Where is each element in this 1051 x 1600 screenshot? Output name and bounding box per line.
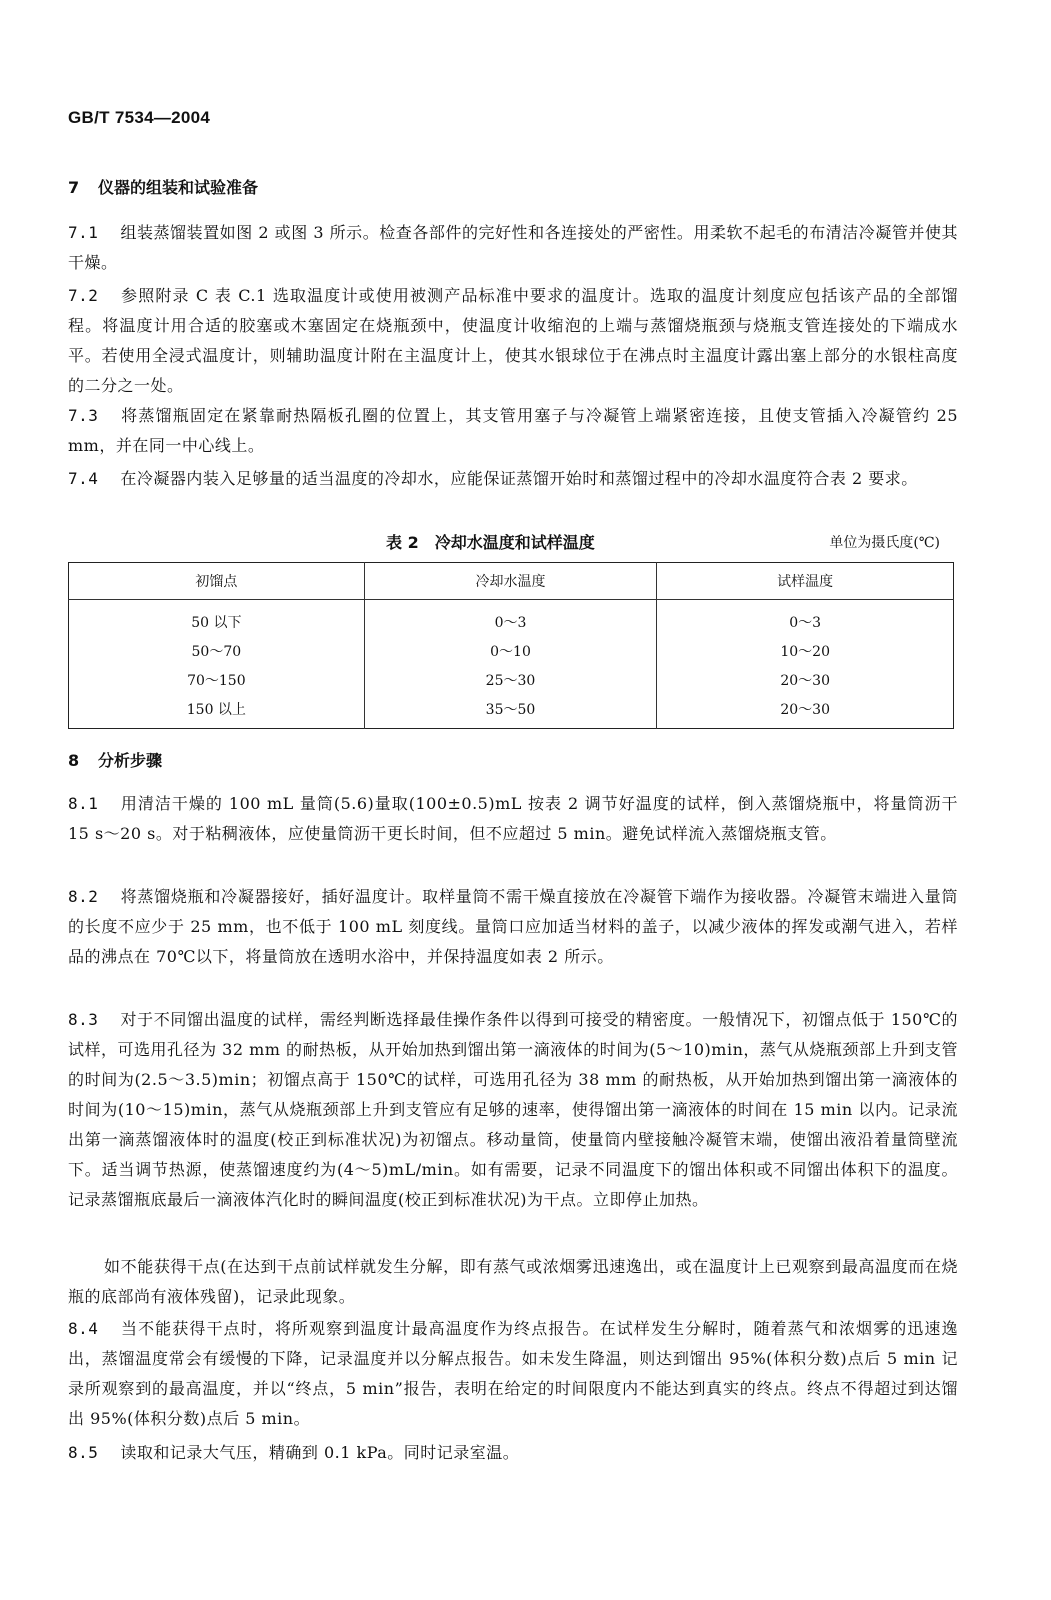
section-7-heading xyxy=(68,175,258,198)
clause-number: 8.5 xyxy=(68,1443,99,1462)
clause-7-3 xyxy=(68,401,958,461)
section-number: 7 xyxy=(68,178,80,197)
clause-8-3 xyxy=(68,1005,958,1215)
clause-8-1 xyxy=(68,789,958,849)
table-cell: 35～50 xyxy=(364,694,657,729)
clause-number: 8.4 xyxy=(68,1319,99,1338)
table-cell: 0～10 xyxy=(364,636,657,665)
table-cell: 20～30 xyxy=(657,665,954,694)
table-cell: 50 以下 xyxy=(191,614,242,631)
table-row xyxy=(69,694,954,729)
clause-text: 读取和记录大气压，精确到 0.1 kPa。同时记录室温。 xyxy=(120,1443,520,1462)
clause-8-2 xyxy=(68,882,958,972)
clause-7-4 xyxy=(68,464,958,494)
section-title: 分析步骤 xyxy=(98,751,163,770)
table-row xyxy=(69,600,954,637)
table-cell: 150 以上 xyxy=(186,701,246,718)
clause-number: 8.1 xyxy=(68,794,99,813)
table-cell: 20～30 xyxy=(657,694,954,729)
clause-text: 在冷凝器内装入足够量的适当温度的冷却水，应能保证蒸馏开始时和蒸馏过程中的冷却水温度符合表 2 要求。 xyxy=(120,469,918,488)
table-cell: 10～20 xyxy=(657,636,954,665)
table-header-cell: 冷却水温度 xyxy=(364,563,657,600)
section-number: 8 xyxy=(68,751,80,770)
section-8-heading xyxy=(68,748,162,771)
clause-8-3-note xyxy=(68,1252,958,1312)
clause-text: 将蒸馏烧瓶和冷凝器接好，插好温度计。取样量筒不需干燥直接放在冷凝管下端作为接收器。冷凝管末端进入量筒的长度不应少于 25 mm，也不低于 100 mL 刻度线。量筒口应加适当材料的盖子，以减少液体的挥发或潮气进入，若样品的沸点在 70℃以下，将量筒放在透明水浴中，并保持温度如表 2 所示。 xyxy=(68,887,958,966)
table-header-cell: 试样温度 xyxy=(657,563,954,600)
clause-number: 7.3 xyxy=(68,406,99,425)
clause-text: 对于不同馏出温度的试样，需经判断选择最佳操作条件以得到可接受的精密度。一般情况下，初馏点低于 150℃的试样，可选用孔径为 32 mm 的耐热板，从开始加热到馏出第一滴液体的时间为(5～10)min，蒸气从烧瓶颈部上升到支管的时间为(2.5～3.5)min；初馏点高于 150℃的试样，可选用孔径为 38 mm 的耐热板，从开始加热到馏出第一滴液体的时间为(10～15)min，蒸气从烧瓶颈部上升到支管应有足够的速率，使得馏出第一滴液体的时间在 15 min 以内。记录流出第一滴蒸馏液体时的温度(校正到标准状况)为初馏点。移动量筒，使量筒内壁接触冷凝管末端，使馏出液沿着量筒壁流下。适当调节热源，使蒸馏速度约为(4～5)mL/min。如有需要，记录不同温度下的馏出体积或不同馏出体积下的温度。记录蒸馏瓶底最后一滴液体汽化时的瞬间温度(校正到标准状况)为干点。立即停止加热。 xyxy=(68,1010,958,1209)
table-row xyxy=(69,636,954,665)
section-title: 仪器的组装和试验准备 xyxy=(98,178,259,197)
table-title: 表 2 冷却水温度和试样温度 xyxy=(386,533,595,552)
table-2 xyxy=(68,562,954,729)
clause-text: 当不能获得干点时，将所观察到温度计最高温度作为终点报告。在试样发生分解时，随着蒸气和浓烟雾的迅速逸出，蒸馏温度常会有缓慢的下降，记录温度并以分解点报告。如未发生降温，则达到馏出 95%(体积分数)点后 5 min 记录所观察到的最高温度，并以“终点，5 min”报告，表明在给定的时间限度内不能达到真实的终点。终点不得超过到达馏出 95%(体积分数)点后 5 min。 xyxy=(68,1319,958,1428)
table-row xyxy=(69,665,954,694)
clause-number: 8.3 xyxy=(68,1010,99,1029)
clause-7-2 xyxy=(68,281,958,401)
clause-text: 如不能获得干点(在达到干点前试样就发生分解，即有蒸气或浓烟雾迅速逸出，或在温度计上已观察到最高温度而在烧瓶的底部尚有液体残留)，记录此现象。 xyxy=(68,1257,958,1306)
clause-text: 用清洁干燥的 100 mL 量筒(5.6)量取(100±0.5)mL 按表 2 调节好温度的试样，倒入蒸馏烧瓶中，将量筒沥干 15 s～20 s。对于粘稠液体，应使量筒沥干更长时间，但不应超过 5 min。避免试样流入蒸馏烧瓶支管。 xyxy=(68,794,958,843)
clause-number: 7.1 xyxy=(68,223,99,242)
clause-number: 8.2 xyxy=(68,887,99,906)
clause-text: 组装蒸馏装置如图 2 或图 3 所示。检查各部件的完好性和各连接处的严密性。用柔软不起毛的布清洁冷凝管并使其干燥。 xyxy=(68,223,958,272)
clause-text: 参照附录 C 表 C.1 选取温度计或使用被测产品标准中要求的温度计。选取的温度计刻度应包括该产品的全部馏程。将温度计用合适的胶塞或木塞固定在烧瓶颈中，使温度计收缩泡的上端与蒸馏烧瓶颈与烧瓶支管连接处的下端成水平。若使用全浸式温度计，则辅助温度计附在主温度计上，使其水银球位于在沸点时主温度计露出塞上部分的水银柱高度的二分之一处。 xyxy=(68,286,958,395)
table-header-cell: 初馏点 xyxy=(69,563,365,600)
clause-8-4 xyxy=(68,1314,958,1434)
table-unit: 单位为摄氏度(℃) xyxy=(829,535,940,551)
table-cell: 0～3 xyxy=(657,600,954,637)
table-cell: 50～70 xyxy=(191,643,242,660)
table-cell: 70～150 xyxy=(187,672,246,689)
table-cell: 25～30 xyxy=(364,665,657,694)
clause-8-5 xyxy=(68,1438,958,1468)
table-caption xyxy=(68,530,958,554)
clause-number: 7.4 xyxy=(68,469,99,488)
clause-text: 将蒸馏瓶固定在紧靠耐热隔板孔圈的位置上，其支管用塞子与冷凝管上端紧密连接，且使支管插入冷凝管约 25 mm，并在同一中心线上。 xyxy=(68,406,958,455)
clause-7-1 xyxy=(68,218,958,278)
standard-code: GB/T 7534—2004 xyxy=(68,108,211,127)
table-cell: 0～3 xyxy=(364,600,657,637)
clause-number: 7.2 xyxy=(68,286,99,305)
table-header-row xyxy=(69,563,954,600)
